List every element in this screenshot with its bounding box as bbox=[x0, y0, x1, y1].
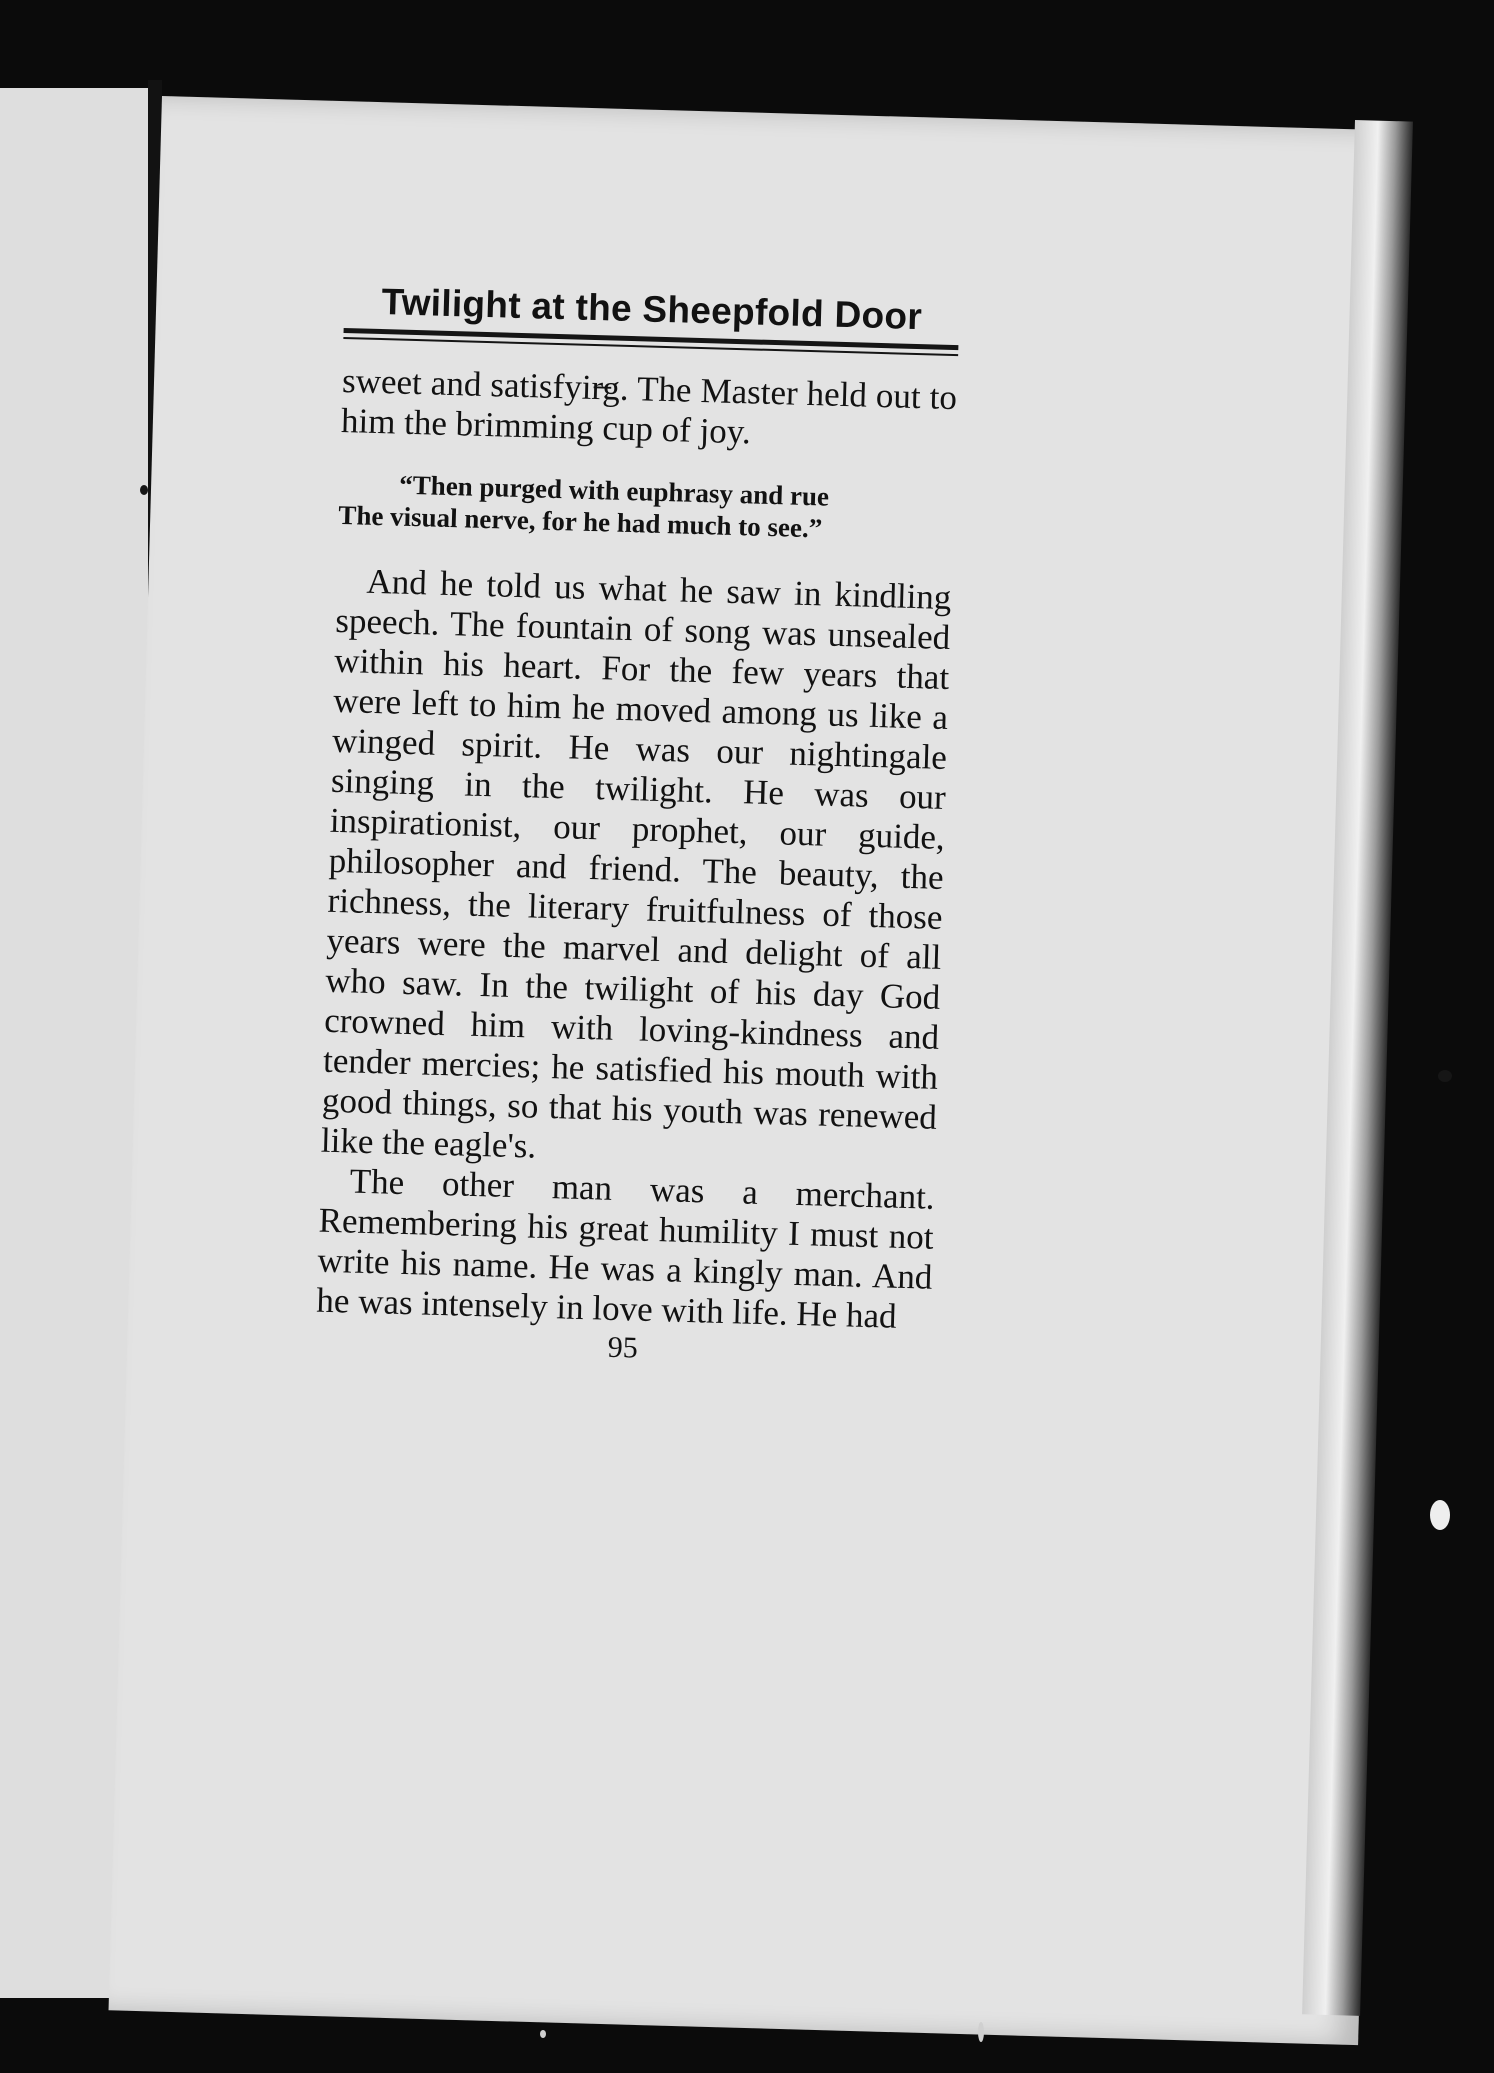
verse-line-1: “Then purged with euphrasy and rue bbox=[398, 469, 830, 512]
scan-speck bbox=[540, 2030, 546, 2038]
scan-speck bbox=[140, 485, 148, 495]
paragraph-opening: sweet and satisfyir̶g. The Master held out to him the brimming cup of joy. bbox=[340, 360, 958, 452]
page-number: 95 bbox=[607, 1330, 639, 1365]
scan-speck bbox=[1438, 1070, 1452, 1082]
scan-speck bbox=[978, 2022, 984, 2042]
running-head: Twilight at the Sheepfold Door bbox=[380, 281, 923, 338]
paragraph-told-us: And he told us what he saw in kindling speech. The fountain of song was unsealed within his heart. For the few years that were left to him he moved among us like a winged spirit. He was our nightingale singing in the twilight. He was our inspirationist, our prophet, our guide, philosopher and friend. The beauty, the richness, the literary fruitfulness of those years were the marvel and delight of all who saw. In the twilight of his day God crowned him with loving-kindness and tender mercies; he satisfied his mouth with good things, so that his youth was renewed like the eagle's. bbox=[320, 561, 952, 1166]
paragraph-merchant: The other man was a merchant. Remembering his great humility I must not write his name. He was a kingly man. And he was intensely in love with life. He had bbox=[315, 1161, 936, 1336]
verse-line-2: The visual nerve, for he had much to see.” bbox=[338, 499, 823, 544]
page-text bbox=[315, 280, 960, 1374]
scan-speck bbox=[1430, 1500, 1450, 1530]
verse-quote bbox=[338, 467, 955, 548]
